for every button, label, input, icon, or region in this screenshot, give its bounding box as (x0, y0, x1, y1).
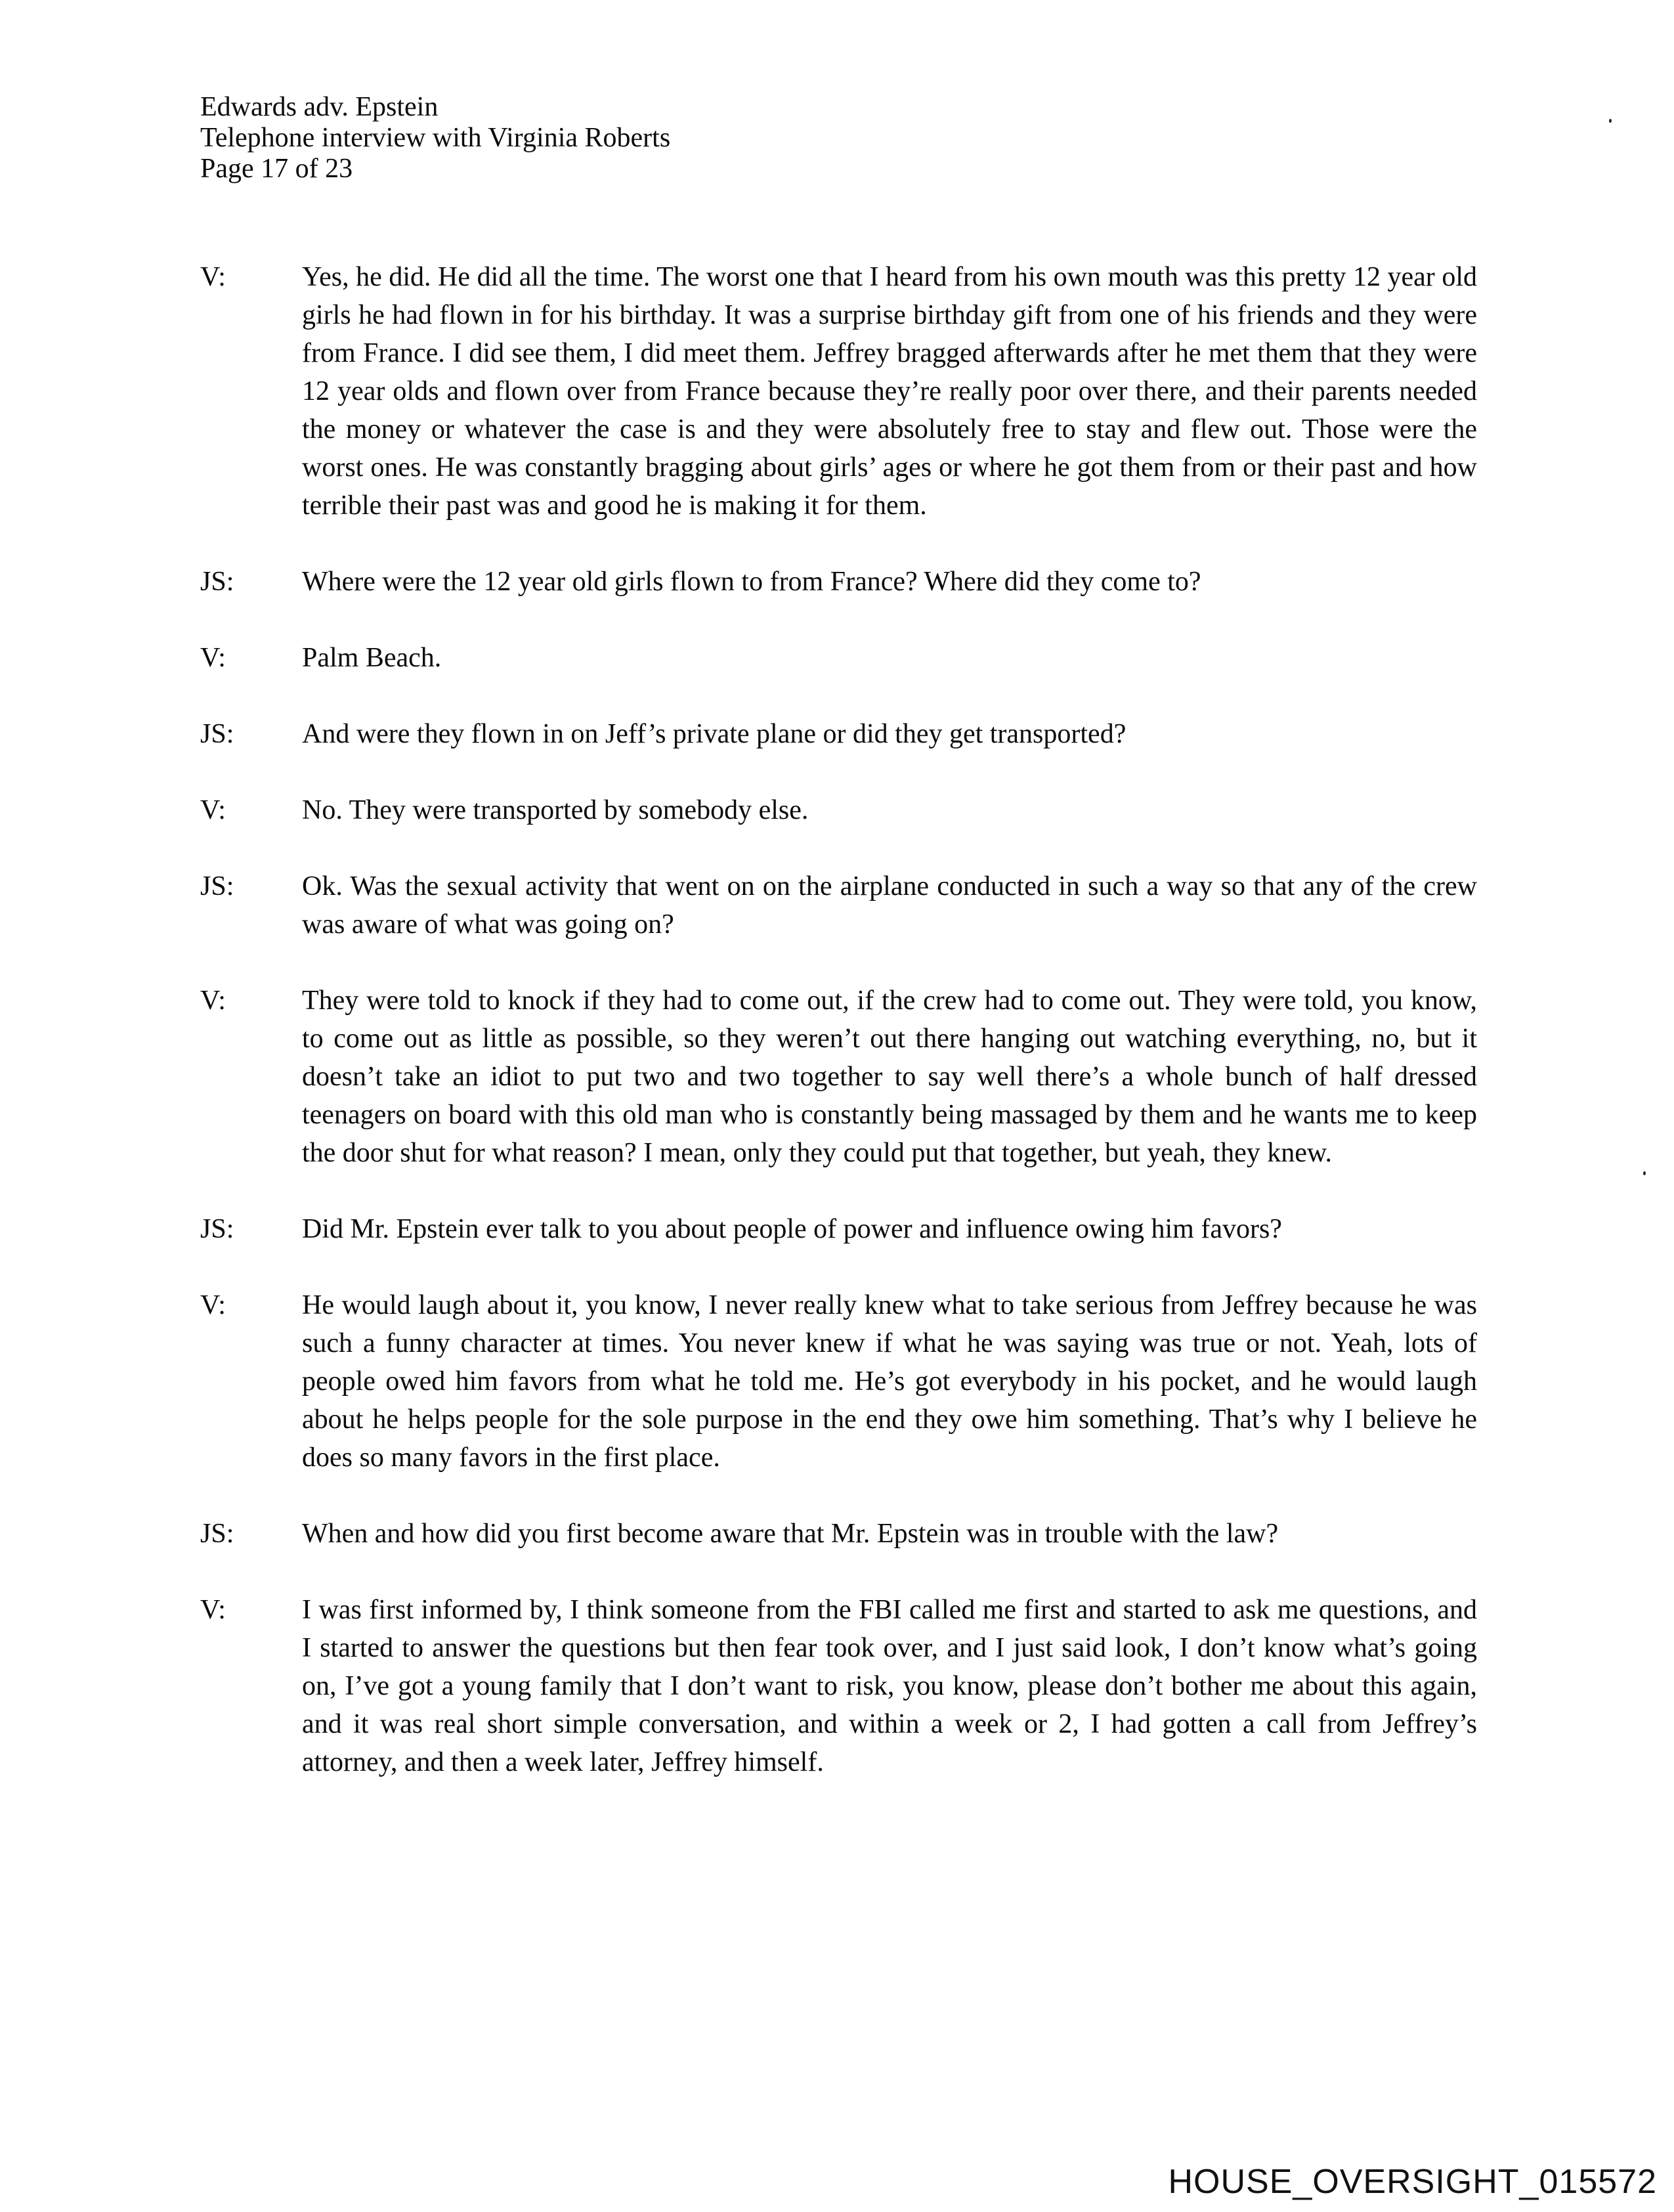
interview-subtitle: Telephone interview with Virginia Roberts (200, 123, 671, 153)
speaker-label: JS: (200, 567, 234, 597)
speaker-label: JS: (200, 871, 234, 901)
dialogue-entry (200, 867, 1480, 943)
dialogue-text: Did Mr. Epstein ever talk to you about people of power and influence owing him favors? (302, 1214, 1282, 1244)
document-header (200, 92, 670, 184)
dialogue-entry (200, 1286, 1480, 1477)
page-number: Page 17 of 23 (200, 154, 353, 184)
bates-number: HOUSE_OVERSIGHT_015572 (1168, 2163, 1657, 2201)
dialogue-entry (200, 715, 1480, 753)
dialogue-entry (200, 639, 1480, 677)
scan-artifact-dot (1609, 119, 1612, 123)
dialogue-entry (200, 791, 1480, 829)
dialogue-entry (200, 258, 1480, 525)
dialogue-text: Ok. Was the sexual activity that went on on the airplane conducted in such a way so that any of the crew was aware of what was going on? (302, 871, 1477, 940)
transcript (200, 258, 1480, 1819)
speaker-label: V: (200, 795, 226, 825)
dialogue-text: I was first informed by, I think someone from the FBI called me first and started to ask me questions, and I started to answer the questions but then fear took over, and I just said look, I don’t know what’s going on, I’ve got a young family that I don’t want to risk, you know, please don’t bother me about this again, and it was real short simple conversation, and within a week or 2, I had gotten a call from Jeffrey’s attorney, and then a week later, Jeffrey himself. (302, 1595, 1477, 1777)
dialogue-text: He would laugh about it, you know, I never really knew what to take serious from Jeffrey because he was such a funny character at times. You never knew if what he was saying was true or not. Yeah, lots of people owed him favors from what he told me. He’s got everybody in his pocket, and he would laugh about he helps people for the sole purpose in the end they owe him something. That’s why I believe he does so many favors in the first place. (302, 1290, 1477, 1473)
dialogue-entry (200, 563, 1480, 601)
dialogue-text: And were they flown in on Jeff’s private plane or did they get transported? (302, 719, 1127, 749)
speaker-label: V: (200, 986, 226, 1016)
dialogue-entry (200, 1515, 1480, 1553)
dialogue-text: Yes, he did. He did all the time. The worst one that I heard from his own mouth was this pretty 12 year old girls he had flown in for his birthday. It was a surprise birthday gift from one of his friends and they were from France. I did see them, I did meet them. Jeffrey bragged afterwards after he met them that they were 12 year olds and flown over from France because they’re really poor over there, and their parents needed the money or whatever the case is and they were absolutely free to stay and flew out. Those were the worst ones. He was constantly bragging about girls’ ages or where he got them from or their past and how terrible their past was and good he is making it for them. (302, 262, 1477, 521)
dialogue-text: Where were the 12 year old girls flown to from France? Where did they come to? (302, 567, 1201, 597)
dialogue-entry (200, 1210, 1480, 1248)
dialogue-entry (200, 1591, 1480, 1781)
speaker-label: V: (200, 1290, 226, 1320)
scan-artifact-dot (1643, 1171, 1646, 1175)
speaker-label: JS: (200, 1214, 234, 1244)
dialogue-text: When and how did you first become aware that Mr. Epstein was in trouble with the law? (302, 1519, 1279, 1549)
speaker-label: JS: (200, 1519, 234, 1549)
speaker-label: V: (200, 1595, 226, 1625)
dialogue-text: No. They were transported by somebody else. (302, 795, 809, 825)
dialogue-text: Palm Beach. (302, 643, 442, 673)
dialogue-text: They were told to knock if they had to come out, if the crew had to come out. They were told, you know, to come out as little as possible, so they weren’t out there hanging out watching everything, no, but it doesn’t take an idiot to put two and two together to say well there’s a whole bunch of half dressed teenagers on board with this old man who is constantly being massaged by them and he wants me to keep the door shut for what reason? I mean, only they could put that together, but yeah, they knew. (302, 986, 1477, 1168)
dialogue-entry (200, 982, 1480, 1172)
speaker-label: JS: (200, 719, 234, 749)
speaker-label: V: (200, 643, 226, 673)
case-title: Edwards adv. Epstein (200, 92, 439, 122)
speaker-label: V: (200, 262, 226, 292)
